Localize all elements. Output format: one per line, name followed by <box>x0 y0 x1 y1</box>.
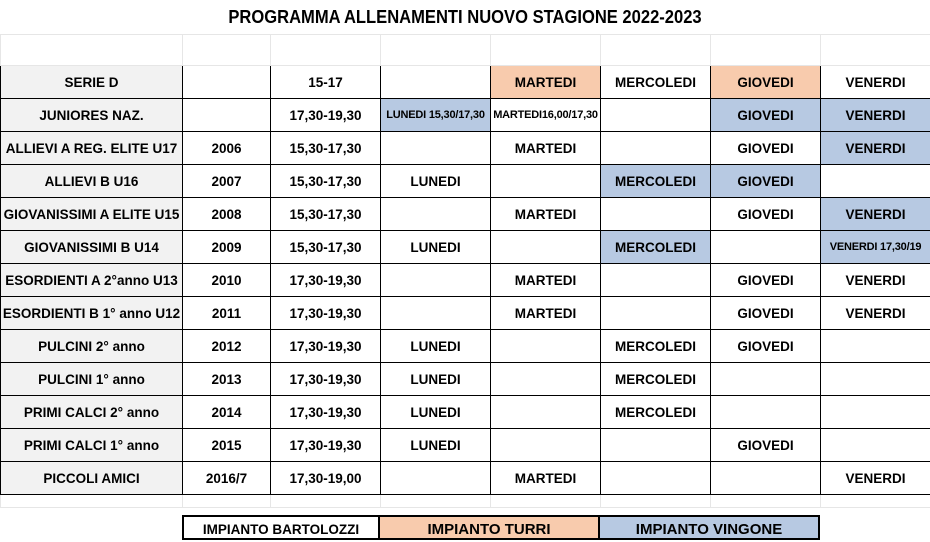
day-cell: LUNEDI <box>381 396 491 429</box>
day-cell: MERCOLEDI <box>601 231 711 264</box>
year-cell: 2015 <box>183 429 271 462</box>
day-cell: GIOVEDI <box>711 429 821 462</box>
day-cell: LUNEDI <box>381 363 491 396</box>
day-cell: MERCOLEDI <box>601 66 711 99</box>
day-cell <box>821 330 930 363</box>
time-cell: 17,30-19,30 <box>271 396 381 429</box>
day-cell <box>601 99 711 132</box>
year-cell: 2008 <box>183 198 271 231</box>
day-cell <box>381 297 491 330</box>
day-cell: VENERDI 17,30/19 <box>821 231 930 264</box>
day-cell: VENERDI <box>821 462 930 495</box>
day-cell: GIOVEDI <box>711 99 821 132</box>
table-row <box>1 297 930 330</box>
legend-impianto-turri: IMPIANTO TURRI <box>380 515 600 540</box>
legend-impianto-bartolozzi: IMPIANTO BARTOLOZZI <box>182 515 380 540</box>
year-cell: 2013 <box>183 363 271 396</box>
table-row <box>1 363 930 396</box>
day-cell <box>601 429 711 462</box>
day-cell <box>601 198 711 231</box>
page-title: PROGRAMMA ALLENAMENTI NUOVO STAGIONE 2022-2023 <box>228 7 702 27</box>
legend-impianto-vingone: IMPIANTO VINGONE <box>600 515 820 540</box>
time-cell: 17,30-19,30 <box>271 264 381 297</box>
time-cell: 17,30-19,30 <box>271 99 381 132</box>
day-cell <box>601 132 711 165</box>
day-cell <box>381 198 491 231</box>
day-cell: MERCOLEDI <box>601 165 711 198</box>
category-cell: PULCINI 1° anno <box>1 363 183 396</box>
day-cell <box>601 264 711 297</box>
day-cell <box>711 462 821 495</box>
day-cell <box>821 363 930 396</box>
table-row <box>1 429 930 462</box>
time-cell: 15,30-17,30 <box>271 198 381 231</box>
year-cell: 2010 <box>183 264 271 297</box>
day-cell <box>491 165 601 198</box>
category-cell: ESORDIENTI A 2°anno U13 <box>1 264 183 297</box>
year-cell: 2012 <box>183 330 271 363</box>
table-row <box>1 231 930 264</box>
day-cell: GIOVEDI <box>711 330 821 363</box>
day-cell <box>381 66 491 99</box>
day-cell: MARTEDI <box>491 66 601 99</box>
day-cell: MERCOLEDI <box>601 363 711 396</box>
day-cell: GIOVEDI <box>711 297 821 330</box>
day-cell: GIOVEDI <box>711 165 821 198</box>
day-cell <box>821 396 930 429</box>
time-cell: 17,30-19,30 <box>271 429 381 462</box>
day-cell: MERCOLEDI <box>601 396 711 429</box>
table-row <box>1 165 930 198</box>
day-cell <box>491 396 601 429</box>
table-row <box>1 198 930 231</box>
table-row <box>1 99 930 132</box>
day-cell <box>491 363 601 396</box>
table-row <box>1 330 930 363</box>
day-cell <box>711 363 821 396</box>
year-cell: 2016/7 <box>183 462 271 495</box>
category-cell: ALLIEVI A REG. ELITE U17 <box>1 132 183 165</box>
year-cell <box>183 99 271 132</box>
year-cell <box>183 66 271 99</box>
day-cell: GIOVEDI <box>711 264 821 297</box>
time-cell: 15-17 <box>271 66 381 99</box>
category-cell: GIOVANISSIMI A ELITE U15 <box>1 198 183 231</box>
category-cell: PRIMI CALCI 2° anno <box>1 396 183 429</box>
time-cell: 15,30-17,30 <box>271 165 381 198</box>
day-cell <box>381 132 491 165</box>
year-cell: 2009 <box>183 231 271 264</box>
table-row <box>1 462 930 495</box>
day-cell: LUNEDI <box>381 231 491 264</box>
category-cell: PRIMI CALCI 1° anno <box>1 429 183 462</box>
training-schedule-table <box>0 34 930 508</box>
year-cell: 2011 <box>183 297 271 330</box>
category-cell: SERIE D <box>1 66 183 99</box>
table-row <box>1 264 930 297</box>
time-cell: 15,30-17,30 <box>271 231 381 264</box>
category-cell: ESORDIENTI B 1° anno U12 <box>1 297 183 330</box>
day-cell <box>491 429 601 462</box>
day-cell <box>821 429 930 462</box>
day-cell: MARTEDI <box>491 264 601 297</box>
time-cell: 17,30-19,30 <box>271 363 381 396</box>
header-spacer-row <box>1 35 930 66</box>
time-cell: 15,30-17,30 <box>271 132 381 165</box>
day-cell: VENERDI <box>821 198 930 231</box>
day-cell: VENERDI <box>821 66 930 99</box>
day-cell: VENERDI <box>821 297 930 330</box>
time-cell: 17,30-19,30 <box>271 330 381 363</box>
day-cell: GIOVEDI <box>711 198 821 231</box>
table-row <box>1 66 930 99</box>
table-row <box>1 396 930 429</box>
year-cell: 2006 <box>183 132 271 165</box>
year-cell: 2007 <box>183 165 271 198</box>
day-cell <box>491 330 601 363</box>
day-cell: MARTEDI <box>491 462 601 495</box>
day-cell: LUNEDI <box>381 165 491 198</box>
day-cell <box>491 231 601 264</box>
day-cell: LUNEDI <box>381 330 491 363</box>
day-cell <box>601 462 711 495</box>
footer-spacer-row <box>1 495 930 508</box>
category-cell: JUNIORES NAZ. <box>1 99 183 132</box>
day-cell: MARTEDI16,00/17,30 <box>491 99 601 132</box>
table-row <box>1 132 930 165</box>
day-cell <box>601 297 711 330</box>
category-cell: GIOVANISSIMI B U14 <box>1 231 183 264</box>
day-cell: MARTEDI <box>491 297 601 330</box>
day-cell <box>711 231 821 264</box>
day-cell: MERCOLEDI <box>601 330 711 363</box>
day-cell <box>381 462 491 495</box>
day-cell <box>381 264 491 297</box>
day-cell: VENERDI <box>821 264 930 297</box>
day-cell: LUNEDI <box>381 429 491 462</box>
day-cell: LUNEDI 15,30/17,30 <box>381 99 491 132</box>
schedule-body <box>1 35 930 508</box>
day-cell <box>711 396 821 429</box>
day-cell <box>821 165 930 198</box>
day-cell: VENERDI <box>821 132 930 165</box>
day-cell: MARTEDI <box>491 132 601 165</box>
time-cell: 17,30-19,30 <box>271 297 381 330</box>
day-cell: GIOVEDI <box>711 66 821 99</box>
category-cell: ALLIEVI B U16 <box>1 165 183 198</box>
day-cell: MARTEDI <box>491 198 601 231</box>
time-cell: 17,30-19,00 <box>271 462 381 495</box>
day-cell: GIOVEDI <box>711 132 821 165</box>
category-cell: PULCINI 2° anno <box>1 330 183 363</box>
year-cell: 2014 <box>183 396 271 429</box>
category-cell: PICCOLI AMICI <box>1 462 183 495</box>
day-cell: VENERDI <box>821 99 930 132</box>
